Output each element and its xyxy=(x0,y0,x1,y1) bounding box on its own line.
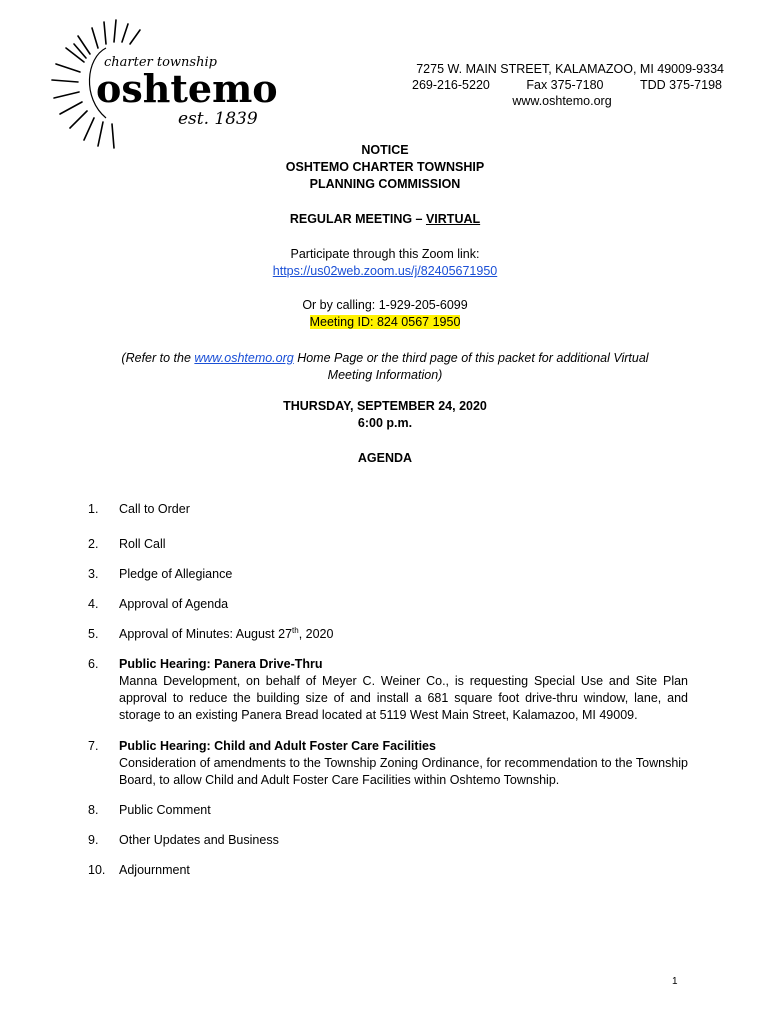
commission-title: PLANNING COMMISSION xyxy=(309,177,461,191)
logo-name: oshtemo xyxy=(96,66,278,111)
refer-link[interactable]: www.oshtemo.org xyxy=(194,351,294,365)
website: www.oshtemo.org xyxy=(512,94,612,108)
agenda-item-title: Public Hearing: Child and Adult Foster Care Facilities xyxy=(119,739,436,753)
agenda-item-text: Call to Order xyxy=(119,502,190,516)
agenda-item xyxy=(88,626,688,643)
sunburst-logo-icon xyxy=(46,18,296,158)
meeting-type: VIRTUAL xyxy=(425,212,481,226)
agenda-item-number: 4. xyxy=(88,597,99,611)
notice-title: NOTICE xyxy=(361,143,409,157)
agenda-heading: AGENDA xyxy=(357,451,413,465)
agenda-item-text: Adjournment xyxy=(119,863,190,877)
agenda-item-number: 3. xyxy=(88,567,99,581)
agenda-item-text: Public Comment xyxy=(119,803,211,817)
agenda-item xyxy=(88,501,688,518)
street-address: 7275 W. MAIN STREET, KALAMAZOO, MI 49009-9334 xyxy=(416,62,724,76)
logo-established: est. 1839 xyxy=(178,109,258,129)
ordinal-suffix: th xyxy=(292,625,299,635)
agenda-item-title: Public Hearing: Panera Drive-Thru xyxy=(119,657,323,671)
agenda-item xyxy=(88,566,688,583)
agenda-item xyxy=(88,536,688,553)
agenda-item xyxy=(88,862,688,879)
refer-suffix: Home Page or the third page of this packet for additional Virtual xyxy=(293,351,649,365)
minutes-text: Approval of Minutes: August 27 xyxy=(119,627,293,641)
agenda-item xyxy=(88,738,688,789)
township-title: OSHTEMO CHARTER TOWNSHIP xyxy=(285,160,485,174)
agenda-item xyxy=(88,596,688,613)
agenda-item-number: 7. xyxy=(88,739,99,753)
agenda-item xyxy=(88,832,688,849)
meeting-date: THURSDAY, SEPTEMBER 24, 2020 xyxy=(283,399,487,413)
agenda-item-number: 6. xyxy=(88,657,99,671)
refer-line2: Meeting Information) xyxy=(327,368,443,382)
fax-number: Fax 375-7180 xyxy=(526,78,604,92)
agenda-item-number: 1. xyxy=(88,502,99,516)
phone-info xyxy=(90,297,680,331)
meeting-time: 6:00 p.m. xyxy=(357,416,413,430)
agenda-item-number: 9. xyxy=(88,833,99,847)
agenda-item-number: 10. xyxy=(88,863,106,877)
meeting-id: Meeting ID: 824 0567 1950 xyxy=(309,315,461,329)
zoom-info xyxy=(90,246,680,280)
contact-numbers xyxy=(400,77,724,93)
agenda-item xyxy=(88,802,688,819)
agenda-item-text: Other Updates and Business xyxy=(119,833,279,847)
agenda-item-number: 5. xyxy=(88,627,99,641)
refer-note xyxy=(90,350,680,384)
notice-heading xyxy=(90,142,680,193)
meeting-datetime xyxy=(90,398,680,432)
agenda-item-text: Approval of Agenda xyxy=(119,597,229,611)
agenda-item-number: 2. xyxy=(88,537,99,551)
meeting-type-prefix: REGULAR MEETING – xyxy=(289,212,426,226)
agenda-item-text: Roll Call xyxy=(119,537,166,551)
refer-prefix: (Refer to the xyxy=(121,351,195,365)
oshtemo-logo xyxy=(46,18,296,158)
agenda-item-text: Pledge of Allegiance xyxy=(119,567,233,581)
agenda-item-body xyxy=(119,656,688,724)
agenda-item-text xyxy=(119,626,688,643)
meeting-type-line xyxy=(90,211,680,228)
agenda-item xyxy=(88,656,688,724)
zoom-intro: Participate through this Zoom link: xyxy=(290,247,480,261)
agenda-item-number: 8. xyxy=(88,803,99,817)
page-number: 1 xyxy=(672,976,678,987)
phone-line: Or by calling: 1-929-205-6099 xyxy=(302,298,468,312)
agenda-item-description: Consideration of amendments to the Township Zoning Ordinance, for recommendation to the Township Board, to allow Child and Adult Foster Care Facilities within Oshtemo Township. xyxy=(119,756,688,787)
logo-tagline: charter township xyxy=(104,55,217,70)
tdd-number: TDD 375-7198 xyxy=(640,78,722,92)
zoom-link[interactable]: https://us02web.zoom.us/j/82405671950 xyxy=(272,264,498,278)
minutes-year: , 2020 xyxy=(298,627,334,641)
agenda-item-body xyxy=(119,738,688,789)
township-address xyxy=(400,61,724,109)
phone-number: 269-216-5220 xyxy=(412,78,490,92)
agenda-item-description: Manna Development, on behalf of Meyer C. Weiner Co., is requesting Special Use and Site Plan approval to reduce the building size of and install a 681 square foot drive-thru window, lane, and storage to an existing Panera Bread located at 5119 West Main Street, Kalamazoo, MI 49009. xyxy=(119,674,688,722)
